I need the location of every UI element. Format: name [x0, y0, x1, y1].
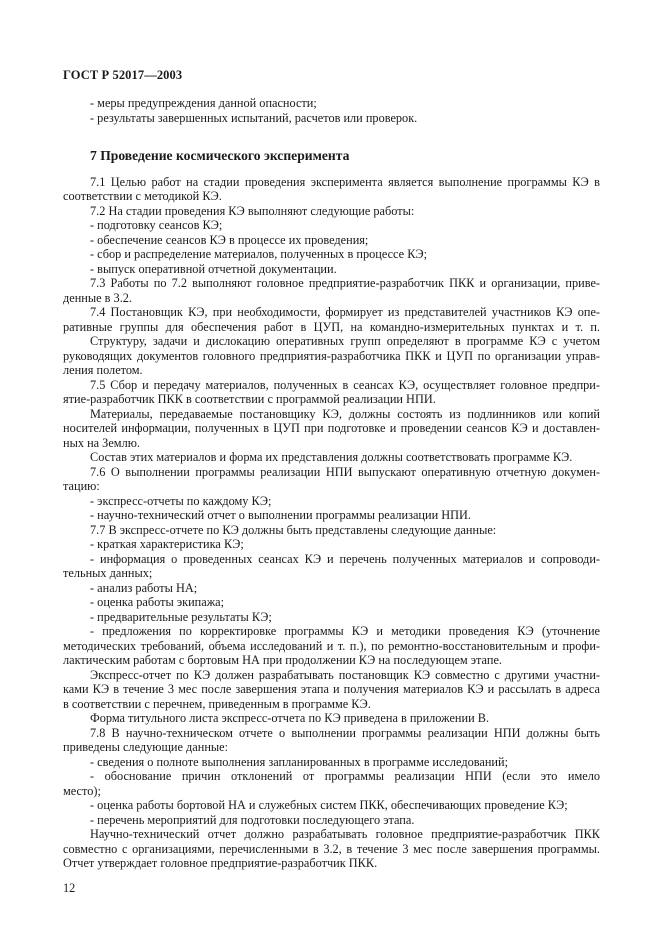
text-line: совместно с организациями, перечисленными в 3.2, в течение 3 мес после завершения программы.	[63, 842, 600, 856]
running-header: ГОСТ Р 52017—2003	[63, 68, 183, 82]
text-line: 7.5 Сбор и передачу материалов, полученных в сеансах КЭ, осуществляет головное предпри-	[90, 378, 600, 392]
text-line: - оценка работы бортовой НА и служебных систем ПКК, обеспечивающих проведение КЭ;	[90, 798, 568, 812]
text-line: 7.7 В экспресс-отчете по КЭ должны быть представлены следующие данные:	[90, 523, 497, 537]
text-line: Состав этих материалов и форма их представления должны соответствовать программе КЭ.	[90, 450, 573, 464]
text-line: 7.1 Целью работ на стадии проведения эксперимента является выполнение программы КЭ в	[90, 175, 600, 189]
text-line: место);	[63, 784, 101, 798]
text-line: 7.2 На стадии проведения КЭ выполняют следующие работы:	[90, 204, 415, 218]
text-line: - перечень мероприятий для подготовки последующего этапа.	[90, 813, 415, 827]
text-line: тельных данных;	[63, 566, 153, 580]
text-line: - подготовку сеансов КЭ;	[90, 218, 223, 232]
text-line: 7.4 Постановщик КЭ, при необходимости, формирует из представителей участников КЭ опе-	[90, 305, 600, 319]
text-line: Форма титульного листа экспресс-отчета по КЭ приведена в приложении В.	[90, 711, 490, 725]
text-line: - информация о проведенных сеансах КЭ и перечень полученных материалов и сопроводи-	[90, 552, 600, 566]
text-line: - выпуск оперативной отчетной документации.	[90, 262, 337, 276]
text-line: Структуру, задачи и дислокацию оперативных групп определяют в программе КЭ с учетом	[90, 334, 600, 348]
text-line: - оценка работы экипажа;	[90, 595, 225, 609]
text-line: - сбор и распределение материалов, полученных в процессе КЭ;	[90, 247, 428, 261]
text-line: - краткая характеристика КЭ;	[90, 537, 244, 551]
text-line: тацию:	[63, 479, 100, 493]
text-line: - научно-технический отчет о выполнении программы реализации НПИ.	[90, 508, 471, 522]
text-line: руководящих документов головного предприятия-разработчика ПКК и ЦУП по организации управ-	[63, 349, 600, 363]
text-line: 7.8 В научно-техническом отчете о выполнении программы реализации НПИ должны быть	[90, 726, 600, 740]
text-line: в соответствии с перечнем, приведенным в программе КЭ.	[63, 697, 371, 711]
text-line: ления полетом.	[63, 363, 143, 377]
text-line: 7.6 О выполнении программы реализации НПИ выпускают оперативную отчетную докумен-	[90, 465, 600, 479]
text-line: методических требований, объема исследований и т. п.), по ремонтно-восстановительным и профи-	[63, 639, 600, 653]
text-line: - обеспечение сеансов КЭ в процессе их проведения;	[90, 233, 369, 247]
page-number: 12	[63, 881, 76, 895]
text-line: - обоснование причин отклонений от программы реализации НПИ (если это имело	[90, 769, 600, 783]
text-line: 7.3 Работы по 7.2 выполняют головное предприятие-разработчик ПКК и организации, приве-	[90, 276, 600, 290]
section-title: 7 Проведение космического эксперимента	[90, 148, 350, 163]
text-line: Материалы, передаваемые постановщику КЭ, должны состоять из подлинников или копий	[90, 407, 600, 421]
text-line: Экспресс-отчет по КЭ должен разрабатывать постановщик КЭ совместно с другими участни-	[90, 668, 600, 682]
text-line: носителей информации, полученных в ЦУП при подготовке и проведении сеансов КЭ и доставлен-	[63, 421, 600, 435]
text-line: лактическим работам с бортовым НА при продолжении КЭ на последующем этапе.	[63, 653, 502, 667]
text-line: ративные группы для обеспечения работ в ЦУП, на командно-измерительных пунктах и т. п.	[63, 320, 600, 334]
text-line: - анализ работы НА;	[90, 581, 198, 595]
text-line: Отчет утверждает головное предприятие-разработчик ПКК.	[63, 856, 378, 870]
text-line: Научно-технический отчет должно разрабатывать головное предприятие-разработчик ПКК	[90, 827, 600, 841]
text-line: ятие-разработчик ПКК в соответствии с программой реализации НПИ.	[63, 392, 436, 406]
text-line: - меры предупреждения данной опасности;	[90, 96, 317, 110]
text-line: - предварительные результаты КЭ;	[90, 610, 272, 624]
text-line: приведены следующие данные:	[63, 740, 229, 754]
text-line: денные в 3.2.	[63, 291, 132, 305]
text-line: - результаты завершенных испытаний, расчетов или проверок.	[90, 111, 418, 125]
text-line: - сведения о полноте выполнения запланированных в программе исследований;	[90, 755, 508, 769]
text-line: - экспресс-отчеты по каждому КЭ;	[90, 494, 272, 508]
text-line: ных на Землю.	[63, 436, 140, 450]
text-line: ками КЭ в течение 3 мес после завершения этапа и получения материалов КЭ и рассылать в адреса	[63, 682, 600, 696]
text-line: соответствии с методикой КЭ.	[63, 189, 222, 203]
text-line: - предложения по корректировке программы КЭ и методики проведения КЭ (уточнение	[90, 624, 600, 638]
